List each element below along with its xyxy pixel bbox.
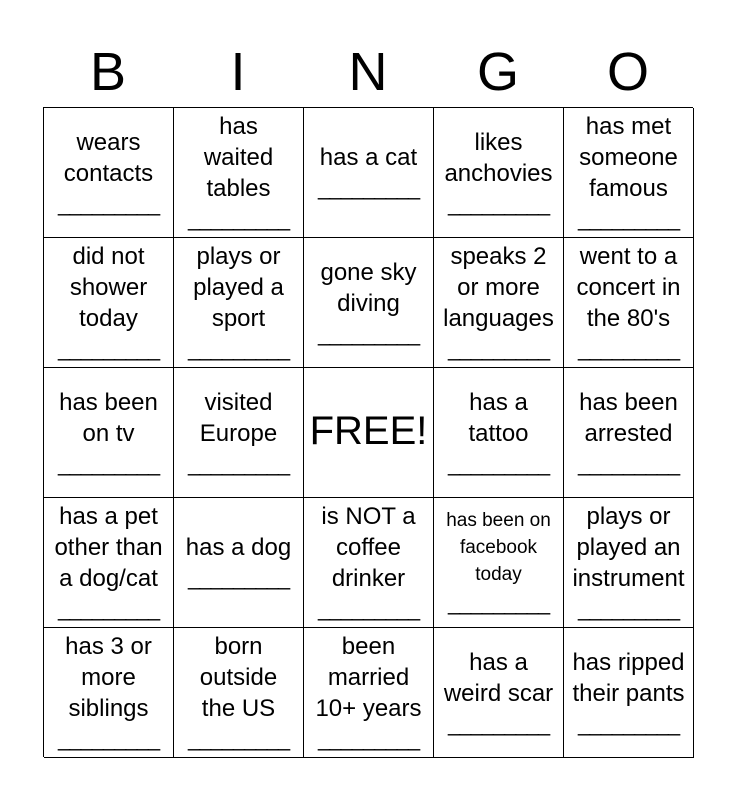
cell-text: has 3 or more siblings (65, 633, 152, 722)
cell-text: has been arrested (579, 388, 678, 447)
cell-text: has a tattoo (468, 388, 529, 447)
cell-text: has been on tv (59, 388, 158, 447)
free-space-cell[interactable] (304, 368, 434, 498)
cell-text: wears contacts (63, 128, 154, 187)
cell-text: has ripped their pants (572, 648, 685, 707)
header-letter-n: N (348, 42, 388, 102)
signature-line: _________ (57, 726, 160, 751)
signature-line: _________ (57, 450, 160, 476)
bingo-cell[interactable] (564, 368, 694, 498)
signature-line: _________ (577, 710, 680, 736)
header-letter-b: B (89, 42, 127, 102)
bingo-cell[interactable] (304, 628, 434, 758)
signature-line: _________ (187, 450, 290, 476)
signature-line: _________ (577, 336, 680, 361)
signature-line: _________ (317, 175, 420, 200)
bingo-cell[interactable] (174, 108, 304, 238)
signature-line: _________ (447, 190, 550, 216)
cell-text: is NOT a coffee drinker (321, 503, 416, 592)
free-space-text: FREE! (309, 408, 428, 453)
header-letter-i: I (230, 42, 246, 102)
signature-line: _________ (57, 190, 160, 216)
signature-line: _________ (57, 596, 160, 621)
cell-text: has waited tables (203, 113, 274, 202)
bingo-cell[interactable] (434, 628, 564, 758)
bingo-cell[interactable] (564, 238, 694, 368)
signature-line: _________ (447, 590, 550, 615)
cell-text: has a dog (185, 534, 292, 561)
signature-line: _________ (187, 565, 290, 590)
signature-line: _________ (317, 726, 420, 751)
cell-text: went to a concert in the 80's (576, 243, 681, 332)
cell-text: has been on facebook today (446, 510, 551, 585)
cell-text: has a cat (319, 144, 418, 171)
cell-text: been married 10+ years (315, 633, 422, 722)
bingo-cell[interactable] (304, 498, 434, 628)
cell-text: speaks 2 or more languages (443, 243, 554, 332)
bingo-header (43, 40, 693, 104)
bingo-cell[interactable] (174, 628, 304, 758)
bingo-cell[interactable] (564, 628, 694, 758)
signature-line: _________ (577, 206, 680, 231)
signature-line: _________ (447, 710, 550, 736)
bingo-cell[interactable] (174, 368, 304, 498)
signature-line: _________ (577, 450, 680, 476)
bingo-cell[interactable] (174, 238, 304, 368)
signature-line: _________ (187, 726, 290, 751)
cell-text: plays or played an instrument (572, 503, 685, 592)
bingo-cell[interactable] (434, 368, 564, 498)
bingo-cell[interactable] (44, 368, 174, 498)
cell-text: gone sky diving (320, 258, 417, 317)
cell-text: likes anchovies (444, 128, 553, 187)
bingo-cell[interactable] (304, 108, 434, 238)
signature-line: _________ (577, 596, 680, 621)
header-letter-g: G (476, 42, 519, 102)
bingo-cell[interactable] (564, 498, 694, 628)
cell-text: has met someone famous (579, 113, 678, 202)
bingo-cell[interactable] (564, 108, 694, 238)
signature-line: _________ (317, 596, 420, 621)
bingo-grid (43, 107, 693, 757)
signature-line: _________ (187, 336, 290, 361)
cell-text: visited Europe (199, 388, 278, 447)
signature-line: _________ (187, 206, 290, 231)
header-letter-o: O (606, 42, 649, 102)
cell-text: has a pet other than a dog/cat (54, 503, 163, 592)
bingo-cell[interactable] (434, 108, 564, 238)
signature-line: _________ (447, 336, 550, 361)
cell-text: born outside the US (199, 633, 278, 722)
signature-line: _________ (317, 320, 420, 346)
bingo-cell[interactable] (44, 108, 174, 238)
bingo-cell[interactable] (44, 238, 174, 368)
cell-text: did not shower today (69, 243, 148, 332)
signature-line: _________ (57, 336, 160, 361)
bingo-cell[interactable] (434, 238, 564, 368)
signature-line: _________ (447, 450, 550, 476)
cell-text: plays or played a sport (193, 243, 284, 332)
bingo-cell[interactable] (304, 238, 434, 368)
bingo-cell[interactable] (44, 498, 174, 628)
cell-text: has a weird scar (443, 648, 554, 707)
bingo-cell[interactable] (174, 498, 304, 628)
bingo-cell[interactable] (434, 498, 564, 628)
bingo-cell[interactable] (44, 628, 174, 758)
